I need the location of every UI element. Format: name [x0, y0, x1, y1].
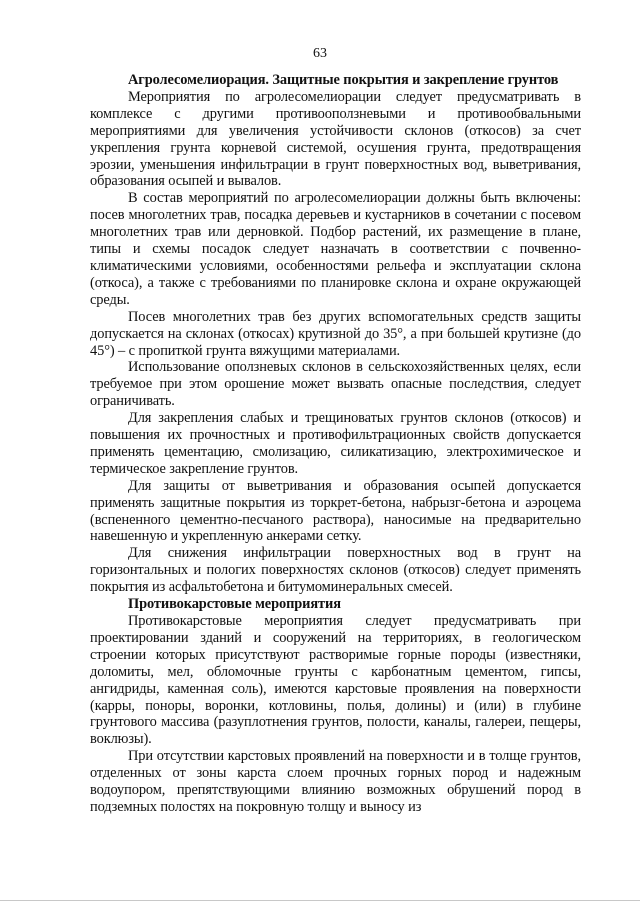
paragraph: Использование оползневых склонов в сельскохозяйственных целях, если требуемое при этом орошение может вызвать опасные последствия, следует ограничивать.: [90, 359, 581, 410]
section-heading-anti-karst: Противокарстовые мероприятия: [128, 596, 341, 613]
paragraph: Противокарстовые мероприятия следует предусматривать при проектировании зданий и сооружений на территориях, в геологическом строении которых присутствуют растворимые горные породы (известняки, доломиты, мел, обломочные грунты с карбонатным цементом, гипсы, ангидриды, каменная соль), имеются карстовые проявления на поверхности (карры, поноры, воронки, котловины, полья, долины) и (или) в глубине грунтового массива (разуплотнения грунтов, полости, каналы, галереи, пещеры, воклюзы).: [90, 613, 581, 748]
paragraph: Для закрепления слабых и трещиноватых грунтов склонов (откосов) и повышения их прочностных и противофильтрационных свойств допускается применять цементацию, смолизацию, силикатизацию, электрохимическое и термическое закрепление грунтов.: [90, 410, 581, 477]
paragraph: При отсутствии карстовых проявлений на поверхности и в толще грунтов, отделенных от зоны карста слоем прочных горных пород и надежным водоупором, препятствующими влиянию возможных обрушений пород в подземных полостях на покровную толщу и выносу из: [90, 748, 581, 815]
paragraph: Мероприятия по агролесомелиорации следует предусматривать в комплексе с другими противооползневыми и противообвальными мероприятиями для увеличения устойчивости склонов (откосов) за счет укрепления грунта корневой системой, осушения грунта, предотвращения эрозии, уменьшения инфильтрации в грунт поверхностных вод, выветривания, образования осыпей и вывалов.: [90, 88, 581, 190]
paragraph: Посев многолетних трав без других вспомогательных средств защиты допускается на склонах (откосах) крутизной до 35°, а при большей крутизне (до 45°) – с пропиткой грунта вяжущими материалами.: [90, 308, 581, 359]
document-body: [90, 72, 581, 816]
page-number: 63: [313, 46, 327, 61]
paragraph: Для защиты от выветривания и образования осыпей допускается применять защитные покрытия из торкрет-бетона, набрызг-бетона и аэроцема (вспененного цементно-песчаного раствора), наносимые на предварительно навешенную и укрепленную анкерами сетку.: [90, 477, 581, 545]
paragraph: В состав мероприятий по агролесомелиорации должны быть включены: посев многолетних трав, посадка деревьев и кустарников в сочетании с посевом многолетних трав или дерновкой. Подбор растений, их размещение в плане, типы и схемы посадок следует назначать в соответствии с почвенно-климатическими условиями, особенностями рельефа и эксплуатации склона (откоса), а также с требованиями по планировке склона и охране окружающей среды.: [90, 190, 581, 308]
section-heading-agroforestry: Агролесомелиорация. Защитные покрытия и закрепление грунтов: [128, 72, 559, 88]
paragraph: Для снижения инфильтрации поверхностных вод в грунт на горизонтальных и пологих поверхностях склонов (откосов) следует применять покрытия из асфальтобетона и битумоминеральных смесей.: [90, 545, 581, 596]
page-bottom-divider: [0, 900, 640, 901]
